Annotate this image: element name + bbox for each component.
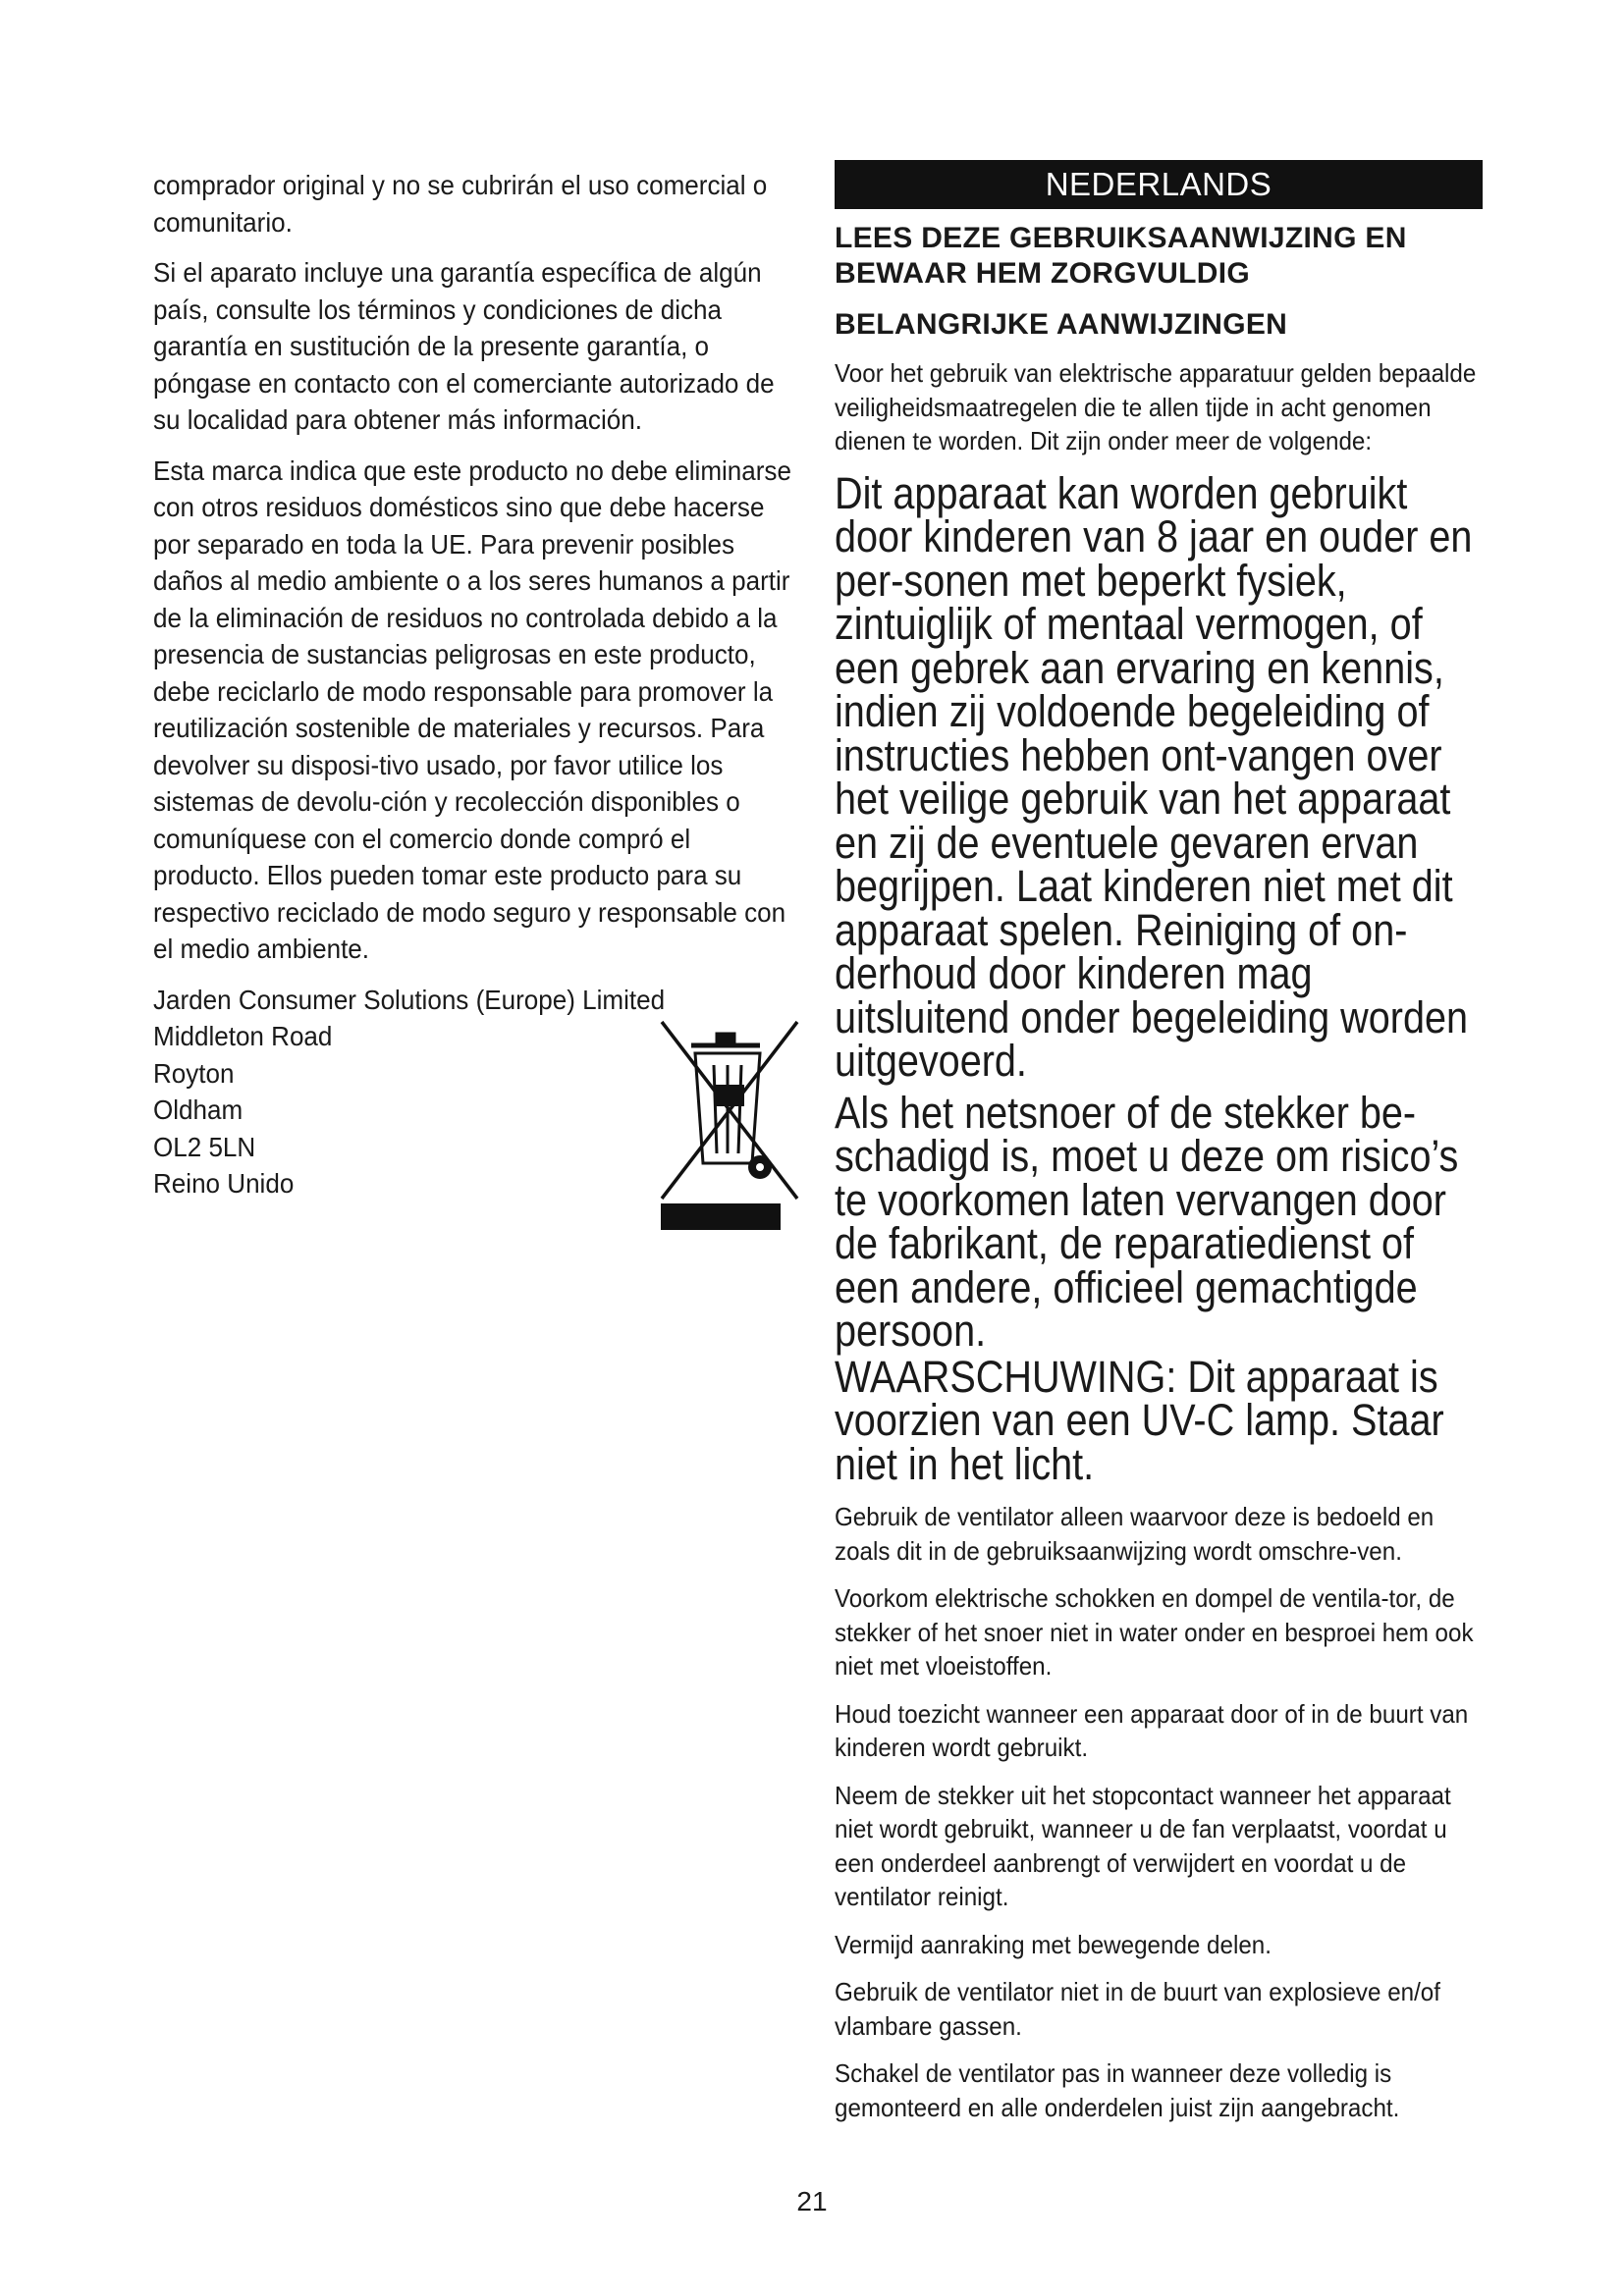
- crossed-out-wheelie-bin-icon: [650, 1018, 803, 1214]
- instruction-item: Vermijd aanraking met bewegende delen.: [835, 1929, 1272, 1959]
- warranty-paragraph: comprador original y no se cubrirán el uso comercial o comunitario.: [153, 170, 768, 238]
- instruction-item: Voorkom elektrische schokken en dompel de ventila-tor, de stekker of het snoer niet in water onder en besproei hem ook niet met vloeistoffen.: [835, 1583, 1474, 1681]
- instruction-item: Neem de stekker uit het stopcontact wanneer het apparaat niet wordt gebruikt, wanneer u de fan verplaatst, voordat u een onderdeel aanbrengt of verwijdert en voordat u de ventilator reinigt.: [835, 1780, 1451, 1911]
- address-line: OL2 5LN: [153, 1131, 256, 1162]
- instruction-item: Gebruik de ventilator alleen waarvoor deze is bedoeld en zoals dit in de gebruiksaanwijzing wordt omschre-ven.: [835, 1502, 1435, 1566]
- instruction-item: Gebruik de ventilator niet in de buurt van explosieve en/of vlambare gassen.: [835, 1977, 1440, 2041]
- address-line: Middleton Road: [153, 1021, 333, 1051]
- section-heading: LEES DEZE GEBRUIKSAANWIJZING EN BEWAAR HEM ZORGVULDIG: [835, 222, 1407, 290]
- instruction-item: Houd toezicht wanneer een apparaat door of in de buurt van kinderen wordt gebruikt.: [835, 1698, 1469, 1762]
- address-line: Jarden Consumer Solutions (Europe) Limited: [153, 984, 666, 1015]
- intro-paragraph: Voor het gebruik van elektrische apparatuur gelden bepaalde veiligheidsmaatregelen die te allen tijde in acht genomen dienen te worden. Dit zijn onder meer de volgende:: [835, 358, 1477, 455]
- language-banner: NEDERLANDS: [835, 160, 1483, 209]
- uvc-warning: WAARSCHUWING: Dit apparaat is voorzien van een UV-C lamp. Staar niet in het licht.: [835, 1351, 1444, 1489]
- address-line: Oldham: [153, 1095, 244, 1125]
- right-column: [835, 160, 1483, 2138]
- weee-disposal-paragraph: Esta marca indica que este producto no debe eliminarse con otros residuos domésticos sino que debe hacerse por separado en toda la UE. Para prevenir posibles daños al medio ambiente o a los seres humanos a partir de la eliminación de residuos no controlada debido a la presencia de sustancias peligrosas en este producto, debe reciclarlo de modo responsable para promover la reutilización sostenible de materiales y recursos. Para devolver su disposi-tivo usado, por favor utilice los sistemas de devolu-ción y recolección disponibles o comuníquese con el comercio donde compró el producto. Ellos pueden tomar este producto para su respectivo reciclado de modo seguro y responsable con el medio ambiente.: [153, 454, 791, 964]
- children-warning: Dit apparaat kan worden gebruikt door kinderen van 8 jaar en ouder en per-sonen met beperkt fysiek, zintuiglijk of mentaal vermogen, of een gebrek aan ervaring en kennis, indien zij voldoende begeleiding of instructies hebben ont-vangen over het veilige gebruik van het apparaat en zij de eventuele gevaren ervan begrijpen. Laat kinderen niet met dit apparaat spelen. Reiniging of on-derhoud door kinderen mag uitsluitend onder begeleiding worden uitgevoerd.: [835, 467, 1473, 1086]
- instruction-item: Schakel de ventilator pas in wanneer deze volledig is gemonteerd en alle onderdelen juist zijn aangebracht.: [835, 2058, 1400, 2122]
- weee-date-bar: [661, 1203, 781, 1230]
- cord-warning: Als het netsnoer of de stekker be-schadigd is, moet u deze om risico’s te voorkomen laten vervangen door de fabrikant, de reparatiedienst of een andere, officieel gemachtigde persoon.: [835, 1087, 1459, 1356]
- important-instructions-heading: BELANGRIJKE AANWIJZINGEN: [835, 308, 1288, 341]
- address-line: Reino Unido: [153, 1168, 295, 1199]
- country-guarantee-paragraph: Si el aparato incluye una garantía específica de algún país, consulte los términos y condiciones de dicha garantía en sustitución de la presente garantía, o póngase en contacto con el comerciante autorizado de su localidad para obtener más información.: [153, 257, 775, 435]
- page-number: 21: [796, 2186, 828, 2216]
- address-line: Royton: [153, 1057, 235, 1089]
